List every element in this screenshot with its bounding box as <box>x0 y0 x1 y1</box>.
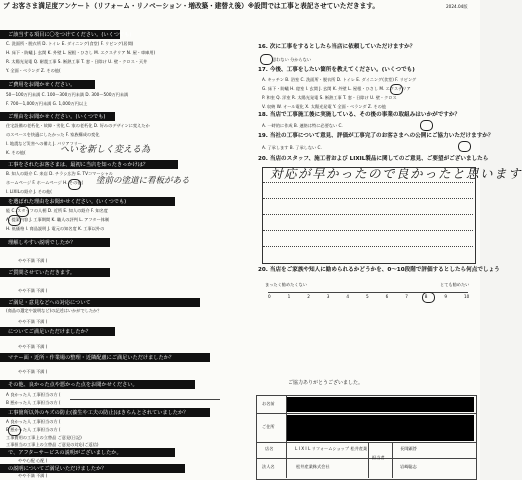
q13-bar: で、アフターサービスの説明がございましたか。 <box>0 448 175 457</box>
q17-row: P. 和室 Q. 洋室 R. 太陽光発電 S. 断熱工事 T. 窓・日除け U. 壁・クロス <box>262 95 397 100</box>
q3-row: 住宅設備の老朽化・故障・劣化 C. 家の老朽化 D. 好みのデザインに変えたか <box>6 123 150 128</box>
q3-row: のスペースを快適にしたかった F. 家族構成の変化 <box>6 132 100 137</box>
q21-scale-value: 7 <box>405 294 408 299</box>
q8-bar: ご満足・意見などへの対応について <box>0 298 200 307</box>
rule-line <box>368 442 369 478</box>
q9-bar: についてご満足いただけましたか？ <box>0 327 115 336</box>
q21-scale-value: 1 <box>287 294 291 299</box>
address-label: ご住所 <box>262 424 275 429</box>
q2-row: 50～100万円未満 C. 100～300万円未満 D. 300～500万円未満 <box>6 92 129 97</box>
q21-scale-value: 6 <box>385 294 389 299</box>
rule-line <box>256 442 476 443</box>
q5-row: 能 C. スタッフの人柄 D. 近所 E. 知人の紹介 F. 知名度 <box>6 208 108 213</box>
q21-scale-value: 0 <box>268 294 271 299</box>
q20-handwritten-answer: 対応が早かったので良かったと思います <box>270 166 522 181</box>
q12-row: 工事担当の工事上の立替品 ご意見の対応(ご返信) <box>6 442 99 447</box>
q1-row: R. 太陽光発電 Q. 耐震工事 S. 断熱工事 T. 窓・日除け U. 壁・クロス・天井 <box>6 59 148 64</box>
q21-scale-value: 9 <box>444 294 448 299</box>
name-label: お名前 <box>262 401 275 406</box>
q12-bar: 工事箇所以外のキズの防止(養生や工夫の防止)はきちんとされていましたか？ <box>0 408 210 417</box>
q21-scale-value: 5 <box>366 294 369 299</box>
q6-scale: やや不満 不満 ( <box>18 258 48 263</box>
q17-question: 17. 今後、工事をしたい箇所を教えてください。(いくつでも) <box>258 67 415 73</box>
q1-row: C. 洗面所・脱衣所 D. トイレ E. ダイニング(食堂) F. リビング(居間) <box>6 41 134 46</box>
q5-bar: を選ばれた理由をお聞かせください。(いくつでも) <box>0 197 175 206</box>
q5-row: H. 低価格 I. 商品説明 J. 電元の知名度 K. 工事以外の <box>6 226 105 231</box>
q21-scale-value: 2 <box>307 294 310 299</box>
rule-line <box>263 230 473 231</box>
q4-handwritten-answer: 塗前の塗道に看板がある <box>96 176 190 186</box>
rule-line <box>263 246 473 247</box>
q14-scale: やや不満 不満 ( <box>18 473 48 478</box>
rule-line <box>392 442 393 478</box>
q19-question: 19. 当社の工事について意見、評価が工事完了のお客さまへの公開にご協力いただけますか？ <box>258 133 494 139</box>
q7-bar: ご質問させていただきます。 <box>0 268 110 277</box>
q17-row: A. キッチン B. 浴室 C. 洗面所・脱衣所 D. トイレ E. ダイニング(食堂) F. リビング <box>262 77 417 82</box>
shop-label: 店名 <box>265 446 274 451</box>
corp-label: 法人名 <box>262 464 275 469</box>
q21-scale-value: 8 <box>424 294 428 299</box>
q21-scale-value: 4 <box>346 294 350 299</box>
q12-selected-circle <box>8 425 21 436</box>
q1-bar: ご該当する項目に〇をつけてください。(いくつでも) <box>0 30 120 39</box>
q17-row: V. 収納 W. オール電化 X. 太陽光発電 Y. 全面・ベランダ Z. その他 <box>262 104 386 109</box>
q8-row: (商品の選定や説明など)の記述はいかがでしたか？ <box>6 308 102 313</box>
q3-handwritten-answer: へいを新しく変える為 <box>60 145 151 155</box>
q11-bar: その他、良かった点や悪かった点をお聞かせください。 <box>0 380 195 389</box>
q1-row: Y. 全面・ベランダ Z. その他( <box>6 68 61 73</box>
q4-selected-circle <box>68 179 81 190</box>
q18-selected-circle <box>420 120 433 131</box>
q21-scale-value: 3 <box>326 294 330 299</box>
redacted-address <box>287 415 474 441</box>
q21-high-label: とても勧めたい <box>440 282 470 287</box>
q16-options: 思わない 分からない <box>272 57 312 62</box>
q4-row: B. 知人の紹介 C. 来店 D. チラシ広告 E. TVコマーシャル <box>6 171 113 176</box>
q11-row: B 悪かった人 工事担当の方 ( <box>6 400 61 405</box>
q10-bar: マナー面・近所・作業場の整理・近隣配慮にご満足いただけましたか？ <box>0 353 210 362</box>
rule-line <box>263 214 473 215</box>
q5-row: A. 提案内容 J. 工事期間 K. 職人の評判 L. アフター体制 <box>6 217 110 222</box>
q18-question: 18. 当店で工事施工後に実施している、その後の事業の取組みはいかがですか？ <box>258 112 461 118</box>
q3-bar: ご理由をお聞かせください。(いくつでも) <box>0 112 115 121</box>
q16-selected-circle <box>260 54 273 65</box>
q10-scale: やや不満 不満 ( <box>18 369 48 374</box>
q5-selected-circle <box>8 215 21 226</box>
form-version: 2024.04版 <box>446 4 468 9</box>
q12-row: A 良かった人 工事担当の方 ( <box>6 419 61 424</box>
q6-bar: 理解しやすい説明でしたか？ <box>0 238 110 247</box>
q17-row: G. 床下・防蟻 H. 寝室 I. 玄関 J. 玄関 K. 外壁 L. 屋根・ひさし M. エクステリア <box>262 86 411 91</box>
q1-row: H. 床下・防蟻 J. 玄関 K. 外壁 L. 屋根・ひさし M. エクステリア N. 屋・車庫用) <box>6 50 156 55</box>
q13-scale: やや心配 心配 ( <box>18 458 48 463</box>
rule-line <box>263 198 473 199</box>
staff-name-1: 長岡顕啓 <box>400 446 417 451</box>
q20-question: 20. 当店のスタッフ、施工者および LIXIL製品に関してのご意見、ご要望がございましたら <box>258 156 489 162</box>
redacted-name <box>287 397 474 412</box>
q21-question: 20. 当店をご家族や知人に勧められるかどうかを、0～10段階で評価するとしたら何点でしょう <box>258 267 500 273</box>
q21-selected-circle <box>422 292 435 303</box>
q21-low-label: まったく勧めたくない <box>265 282 307 287</box>
rule-line <box>256 413 476 414</box>
q12-row: B 悪かった人 工事担当の方 ( <box>6 427 61 432</box>
q11-answer-line <box>70 399 220 400</box>
staff-label: 担当者 <box>372 455 385 460</box>
q21-scale-value: 10 <box>464 294 470 299</box>
q8-scale: やや不満 不満 ( <box>18 319 48 324</box>
q16-question: 16. 次に工事をするとしたら当店に依頼していただけますか？ <box>258 44 416 50</box>
q4-row: I. LIXILの紹介 J. その他( <box>6 189 52 194</box>
q4-bar: 工事をされたお客さまは、最初に当店を知ったきっかけは？ <box>0 160 178 169</box>
q21-scale-line <box>268 292 468 293</box>
q19-selected-circle <box>458 141 471 152</box>
rule-line <box>263 182 473 183</box>
q17-selected-circle <box>390 84 403 95</box>
q2-row: F. 700～1,000万円未満 G. 1,000万円以上 <box>6 101 88 106</box>
q3-row: I. 地震など災害への備え J. バリアフリー <box>6 141 82 146</box>
q18-options: A. 一時的に作成 B. 連絡は特に必要ない C. <box>262 123 343 128</box>
q9-scale: やや不満 不満 ( <box>18 344 48 349</box>
q2-bar: ご費用をお聞かせください。 <box>0 80 95 89</box>
q14-bar: の説明についてご満足いただけましたか？ <box>0 464 185 473</box>
q12-row: 工事費用の工事上の立替品 ご意見(日記) <box>6 435 82 440</box>
q3-row: K. その他( <box>6 150 26 155</box>
q11-row: A 良かった人 工事担当の方 ( <box>6 392 61 397</box>
q4-row: ホームページ F. ホームページ H. その他( <box>6 180 84 185</box>
shop-value: L I X I L リフォームショップ 松井産業 <box>295 446 368 451</box>
corp-value: 松井産業株式会社 <box>296 464 330 469</box>
thanks-note: ご協力ありがとうございました。 <box>288 380 364 386</box>
staff-name-2: 岩崎聡志 <box>400 464 417 469</box>
q19-options: A. 了承します B. 了承しない C. <box>262 145 322 150</box>
survey-title: プ お客さま満足度アンケート（リフォーム・リノベーション・増改築・建替え後）※設問では工事と表記させていただきます。 <box>3 2 379 10</box>
q7-scale: やや不満 不満 ( <box>18 288 48 293</box>
